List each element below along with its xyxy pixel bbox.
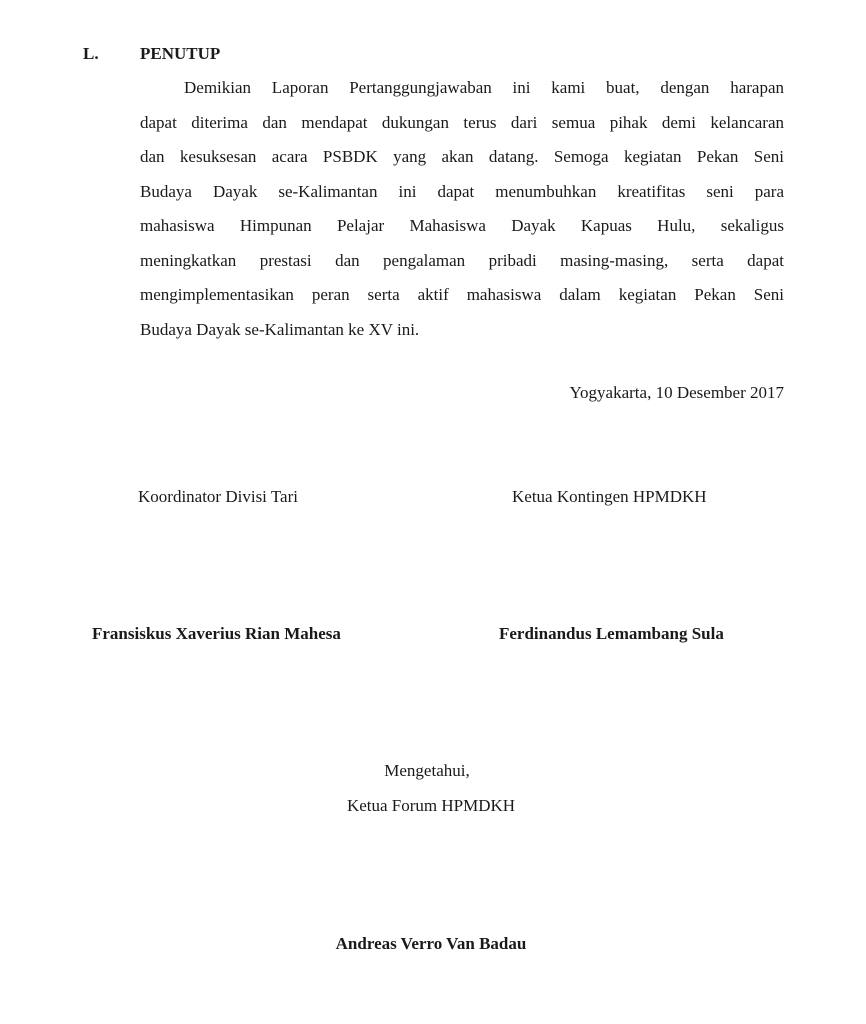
acknowledgement-role: Ketua Forum HPMDKH [346,796,516,815]
right-signatory-name: Ferdinandus Lemambang Sula [499,624,724,643]
closing-paragraph [140,74,784,350]
paragraph-line: dapat diterima dan mendapat dukungan terus dari semua pihak demi kelancaran [140,112,784,132]
paragraph-line: meningkatkan prestasi dan pengalaman pribadi masing-masing, serta dapat [140,250,784,270]
paragraph-line: Demikian Laporan Pertanggungjawaban ini kami buat, dengan harapan [184,78,784,97]
section-number: L. [83,44,99,63]
paragraph-line: dan kesuksesan acara PSBDK yang akan datang. Semoga kegiatan Pekan Seni [140,147,784,166]
place-date: Yogyakarta, 10 Desember 2017 [569,383,784,402]
left-signatory-role: Koordinator Divisi Tari [138,487,298,506]
acknowledgement-label: Mengetahui, [384,761,470,780]
paragraph-line: Budaya Dayak se-Kalimantan ke XV ini. [140,319,420,339]
paragraph-line: mengimplementasikan peran serta aktif mahasiswa dalam kegiatan Pekan Seni [140,285,784,304]
paragraph-line: Budaya Dayak se-Kalimantan ini dapat menumbuhkan kreatifitas seni para [140,181,784,201]
right-signatory-role: Ketua Kontingen HPMDKH [512,487,707,506]
paragraph-line: mahasiswa Himpunan Pelajar Mahasiswa Dayak Kapuas Hulu, sekaligus [140,216,784,235]
acknowledgement-signatory-name: Andreas Verro Van Badau [335,934,527,953]
section-title: PENUTUP [140,44,221,63]
left-signatory-name: Fransiskus Xaverius Rian Mahesa [92,624,341,643]
